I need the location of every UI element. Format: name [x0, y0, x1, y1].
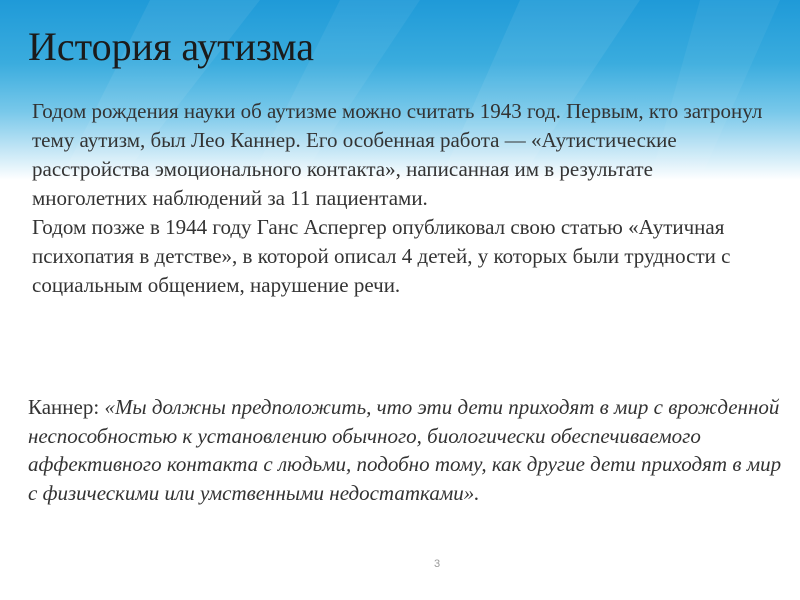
quote-author: Каннер: [28, 395, 105, 419]
quote-text: «Мы должны предположить, что эти дети приходят в мир с врожденной неспособностью к установлению обычного, биологически обеспечиваемого аффективного контакта с людьми, подобно тому, как другие дети приходят в мир с физическими или умственными недостатками». [28, 395, 782, 505]
page-number: 3 [434, 558, 441, 570]
slide-body [32, 97, 772, 300]
slide-title: История аутизма [28, 24, 315, 69]
body-paragraph-1: Годом рождения науки об аутизме можно считать 1943 год. Первым, кто затронул тему аутизм, был Лео Каннер. Его особенная работа — «Аутистические расстройства эмоционального контакта», написанная им в результате многолетних наблюдений за 11 пациентами. [32, 99, 763, 210]
kanner-quote [28, 393, 788, 507]
body-paragraph-2: Годом позже в 1944 году Ганс Аспергер опубликовал свою статью «Аутичная психопатия в детстве», в которой описал 4 детей, у которых были трудности с социальным общением, нарушение речи. [32, 215, 731, 297]
